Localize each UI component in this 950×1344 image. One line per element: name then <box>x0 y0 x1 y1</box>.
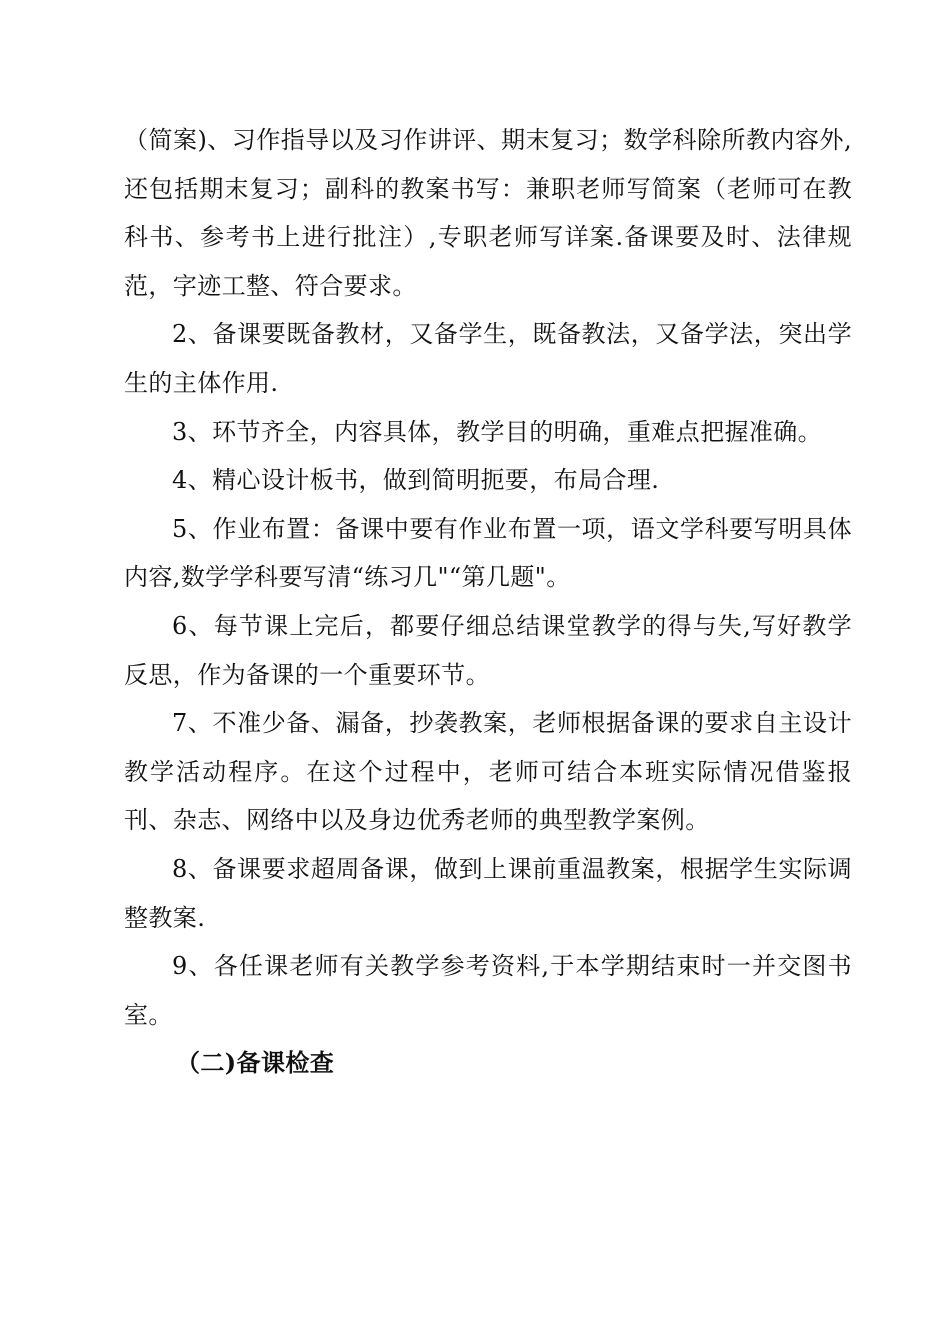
paragraph-item-3: 3、环节齐全，内容具体，教学目的明确，重难点把握准确。 <box>172 417 823 446</box>
paragraph-item-5: 5、作业布置：备课中要有作业布置一项，语文学科要写明具体内容,数学学科要写清“练习几"“第几题"。 <box>124 514 852 592</box>
paragraph-item-6: 6、每节课上完后，都要仔细总结课堂教学的得与失,写好教学反思，作为备课的一个重要环节。 <box>124 611 852 689</box>
document-body <box>124 116 852 1088</box>
paragraph-item-9: 9、各任课老师有关教学参考资料,于本学期结束时一并交图书室。 <box>124 952 852 1029</box>
paragraph-item-2: 2、备课要既备教材，又备学生，既备教法，又备学法，突出学生的主体作用. <box>124 320 852 397</box>
paragraph-item-8: 8、备课要求超周备课，做到上课前重温教案，根据学生实际调整教案. <box>124 854 852 932</box>
section-heading: （二)备课检查 <box>176 1048 335 1078</box>
paragraph-continuation: （简案)、习作指导以及习作讲评、期末复习；数学科除所教内容外,还包括期末复习；副科的教案书写：兼职老师写简案（老师可在教科书、参考书上进行批注）,专职老师写详案.备课要及时、法律规范，字迹工整、符合要求。 <box>124 126 852 300</box>
paragraph-item-7: 7、不准少备、漏备，抄袭教案，老师根据备课的要求自主设计教学活动程序。在这个过程中，老师可结合本班实际情况借鉴报刊、杂志、网络中以及身边优秀老师的典型教学案例。 <box>124 709 852 835</box>
paragraph-item-4: 4、精心设计板书，做到简明扼要，布局合理. <box>172 466 660 495</box>
